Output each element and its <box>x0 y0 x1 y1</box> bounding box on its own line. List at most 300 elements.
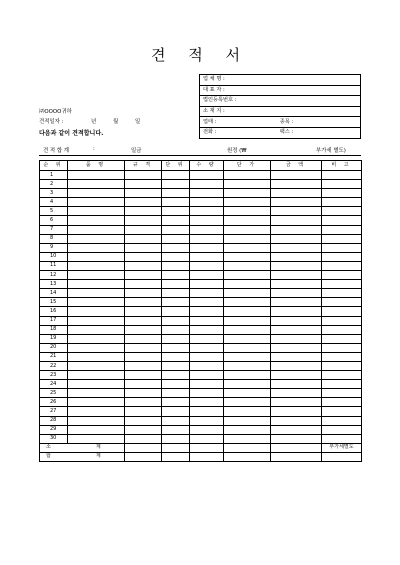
cell[interactable] <box>322 171 362 180</box>
cell[interactable] <box>322 343 362 352</box>
cell[interactable] <box>68 225 125 234</box>
cell[interactable] <box>125 289 162 298</box>
cell[interactable] <box>224 352 271 361</box>
cell[interactable] <box>224 434 271 443</box>
cell[interactable] <box>322 189 362 198</box>
row-number: 16 <box>40 307 68 316</box>
cell[interactable] <box>190 298 224 307</box>
cell[interactable] <box>224 225 271 234</box>
cell[interactable] <box>68 271 125 280</box>
cell[interactable] <box>190 352 224 361</box>
cell[interactable] <box>322 361 362 370</box>
cell[interactable] <box>271 234 322 243</box>
cell[interactable] <box>271 443 322 452</box>
cell[interactable] <box>271 216 322 225</box>
cell[interactable] <box>162 452 190 461</box>
cell[interactable] <box>68 307 125 316</box>
cell[interactable] <box>162 234 190 243</box>
table-row <box>40 371 362 380</box>
cell[interactable] <box>271 325 322 334</box>
total-colon: : <box>93 146 95 152</box>
cell[interactable] <box>125 443 162 452</box>
table-row <box>40 352 362 361</box>
cell[interactable] <box>68 298 125 307</box>
cell[interactable] <box>68 334 125 343</box>
cell[interactable] <box>68 198 125 207</box>
header-item-name: 품 명 <box>68 161 125 171</box>
cell[interactable] <box>322 389 362 398</box>
cell[interactable] <box>162 334 190 343</box>
cell[interactable] <box>271 398 322 407</box>
table-row <box>40 361 362 370</box>
cell[interactable] <box>162 189 190 198</box>
business-category-field: 종목 : <box>277 117 361 128</box>
cell[interactable] <box>190 207 224 216</box>
cell[interactable] <box>162 380 190 389</box>
cell[interactable] <box>125 352 162 361</box>
table-row <box>40 198 362 207</box>
cell[interactable] <box>190 307 224 316</box>
cell[interactable] <box>224 316 271 325</box>
cell[interactable] <box>190 325 224 334</box>
cell[interactable] <box>68 352 125 361</box>
cell[interactable] <box>68 325 125 334</box>
cell[interactable] <box>68 416 125 425</box>
cell[interactable] <box>68 389 125 398</box>
cell[interactable] <box>224 289 271 298</box>
header-amount: 금 액 <box>271 161 322 171</box>
cell[interactable] <box>271 252 322 261</box>
subtotal-row <box>40 443 362 452</box>
cell[interactable] <box>190 189 224 198</box>
phone-field: 전화 : <box>203 129 217 136</box>
cell[interactable] <box>190 280 224 289</box>
cell[interactable] <box>271 171 322 180</box>
table-row <box>40 216 362 225</box>
cell[interactable] <box>68 371 125 380</box>
row-number: 11 <box>40 261 68 270</box>
cell[interactable] <box>271 371 322 380</box>
cell[interactable] <box>162 361 190 370</box>
cell[interactable] <box>125 425 162 434</box>
cell[interactable] <box>224 325 271 334</box>
cell[interactable] <box>68 380 125 389</box>
cell[interactable] <box>224 180 271 189</box>
row-number: 22 <box>40 361 68 370</box>
total-label: 견 적 합 계 <box>43 148 69 154</box>
cell[interactable] <box>162 280 190 289</box>
cell[interactable] <box>125 389 162 398</box>
cell[interactable] <box>190 371 224 380</box>
cell[interactable] <box>322 198 362 207</box>
cell[interactable] <box>162 389 190 398</box>
cell[interactable] <box>271 380 322 389</box>
cell[interactable] <box>125 416 162 425</box>
cell[interactable] <box>224 361 271 370</box>
cell[interactable] <box>68 434 125 443</box>
cell[interactable] <box>224 452 271 461</box>
cell[interactable] <box>322 325 362 334</box>
cell[interactable] <box>162 398 190 407</box>
cell[interactable] <box>322 380 362 389</box>
header-rank: 순 위 <box>40 161 68 171</box>
cell[interactable] <box>190 225 224 234</box>
cell[interactable] <box>322 243 362 252</box>
cell[interactable] <box>190 398 224 407</box>
cell[interactable] <box>125 316 162 325</box>
table-row <box>40 261 362 270</box>
cell[interactable] <box>322 207 362 216</box>
fax-field: 팩스 : <box>279 129 294 136</box>
quote-notice: 다음과 같이 견적합니다. <box>39 130 104 137</box>
quote-date-label: 견적일자 : <box>39 119 64 125</box>
table-row <box>40 334 362 343</box>
cell[interactable] <box>190 334 224 343</box>
registration-number-field: 법인등록번호 : <box>200 96 361 107</box>
cell[interactable] <box>162 207 190 216</box>
row-number: 10 <box>40 252 68 261</box>
row-number: 17 <box>40 316 68 325</box>
row-number: 9 <box>40 243 68 252</box>
cell[interactable] <box>68 398 125 407</box>
cell[interactable] <box>271 361 322 370</box>
table-header-row <box>40 161 362 171</box>
cell[interactable] <box>162 298 190 307</box>
cell[interactable] <box>271 316 322 325</box>
cell[interactable] <box>162 243 190 252</box>
total-amount-line <box>39 146 361 156</box>
cell[interactable] <box>224 407 271 416</box>
table-row <box>40 252 362 261</box>
cell[interactable] <box>224 216 271 225</box>
cell[interactable] <box>68 407 125 416</box>
business-type-field: 업태 : <box>200 117 277 128</box>
cell[interactable] <box>162 225 190 234</box>
cell[interactable] <box>190 180 224 189</box>
cell[interactable] <box>224 398 271 407</box>
cell[interactable] <box>125 407 162 416</box>
cell[interactable] <box>271 307 322 316</box>
cell[interactable] <box>162 316 190 325</box>
row-number: 1 <box>40 171 68 180</box>
cell[interactable] <box>68 289 125 298</box>
cell[interactable] <box>224 443 271 452</box>
cell[interactable] <box>68 180 125 189</box>
cell[interactable] <box>224 189 271 198</box>
table-row <box>40 307 362 316</box>
cell[interactable] <box>322 316 362 325</box>
header-unit: 단 위 <box>162 161 190 171</box>
cell[interactable] <box>271 180 322 189</box>
cell[interactable] <box>125 361 162 370</box>
cell[interactable] <box>68 343 125 352</box>
cell[interactable] <box>224 243 271 252</box>
cell[interactable] <box>224 307 271 316</box>
cell[interactable] <box>68 280 125 289</box>
row-number: 20 <box>40 343 68 352</box>
cell[interactable] <box>125 216 162 225</box>
cell[interactable] <box>162 252 190 261</box>
table-row <box>40 207 362 216</box>
cell[interactable] <box>271 207 322 216</box>
table-row <box>40 398 362 407</box>
recipient: ㈜OOOO귀하 <box>39 109 72 115</box>
row-number: 28 <box>40 416 68 425</box>
total-won-word: 원정 (₩ <box>227 148 247 154</box>
header-remarks: 비 고 <box>322 161 362 171</box>
cell[interactable] <box>125 243 162 252</box>
cell[interactable] <box>224 207 271 216</box>
cell[interactable] <box>162 407 190 416</box>
cell[interactable] <box>322 416 362 425</box>
cell[interactable] <box>271 389 322 398</box>
cell[interactable] <box>322 352 362 361</box>
row-number: 26 <box>40 398 68 407</box>
cell[interactable] <box>271 289 322 298</box>
cell[interactable] <box>224 171 271 180</box>
cell[interactable] <box>322 289 362 298</box>
cell[interactable] <box>125 198 162 207</box>
cell[interactable] <box>162 289 190 298</box>
cell[interactable] <box>322 452 362 461</box>
cell[interactable] <box>271 271 322 280</box>
table-row <box>40 271 362 280</box>
total-row-label <box>40 452 125 461</box>
cell[interactable] <box>162 261 190 270</box>
cell[interactable] <box>271 352 322 361</box>
cell[interactable] <box>271 298 322 307</box>
table-row <box>40 225 362 234</box>
cell[interactable] <box>125 307 162 316</box>
row-number: 8 <box>40 234 68 243</box>
total-vat-note: 부가세 별도) <box>316 148 346 154</box>
cell[interactable] <box>162 425 190 434</box>
cell[interactable] <box>190 343 224 352</box>
cell[interactable] <box>224 298 271 307</box>
cell[interactable] <box>125 398 162 407</box>
cell[interactable] <box>125 298 162 307</box>
cell[interactable] <box>125 207 162 216</box>
cell[interactable] <box>322 225 362 234</box>
row-number: 19 <box>40 334 68 343</box>
cell[interactable] <box>224 252 271 261</box>
address-field: 소 재 지 : <box>200 106 361 117</box>
cell[interactable] <box>68 425 125 434</box>
cell[interactable] <box>125 325 162 334</box>
cell[interactable] <box>68 361 125 370</box>
quote-date <box>39 117 141 125</box>
company-name-field: 업 체 명 : <box>200 75 361 86</box>
cell[interactable] <box>271 425 322 434</box>
cell[interactable] <box>322 398 362 407</box>
cell[interactable] <box>190 361 224 370</box>
subtotal-note: 부가세별도 <box>322 443 362 452</box>
cell[interactable] <box>224 380 271 389</box>
cell[interactable] <box>162 216 190 225</box>
cell[interactable] <box>190 198 224 207</box>
cell[interactable] <box>162 371 190 380</box>
cell[interactable] <box>224 371 271 380</box>
cell[interactable] <box>322 271 362 280</box>
cell[interactable] <box>224 261 271 270</box>
cell[interactable] <box>162 416 190 425</box>
cell[interactable] <box>190 243 224 252</box>
row-number: 27 <box>40 407 68 416</box>
cell[interactable] <box>162 434 190 443</box>
cell[interactable] <box>162 198 190 207</box>
cell[interactable] <box>190 443 224 452</box>
cell[interactable] <box>190 289 224 298</box>
supplier-info-table <box>199 74 361 139</box>
cell[interactable] <box>271 261 322 270</box>
cell[interactable] <box>162 307 190 316</box>
table-row <box>40 407 362 416</box>
cell[interactable] <box>162 343 190 352</box>
row-number: 3 <box>40 189 68 198</box>
cell[interactable] <box>271 225 322 234</box>
cell[interactable] <box>162 180 190 189</box>
table-row <box>40 189 362 198</box>
cell[interactable] <box>162 352 190 361</box>
cell[interactable] <box>322 298 362 307</box>
table-row <box>40 180 362 189</box>
total-label-b: 계 <box>95 453 104 460</box>
line-items-table <box>39 160 362 462</box>
cell[interactable] <box>190 316 224 325</box>
cell[interactable] <box>322 434 362 443</box>
cell[interactable] <box>224 271 271 280</box>
cell[interactable] <box>125 334 162 343</box>
cell[interactable] <box>224 234 271 243</box>
cell[interactable] <box>68 171 125 180</box>
cell[interactable] <box>68 261 125 270</box>
cell[interactable] <box>190 252 224 261</box>
cell[interactable] <box>125 371 162 380</box>
cell[interactable] <box>322 334 362 343</box>
row-number: 6 <box>40 216 68 225</box>
cell[interactable] <box>224 389 271 398</box>
cell[interactable] <box>190 407 224 416</box>
cell[interactable] <box>271 198 322 207</box>
table-row <box>40 416 362 425</box>
cell[interactable] <box>125 343 162 352</box>
cell[interactable] <box>68 234 125 243</box>
cell[interactable] <box>162 325 190 334</box>
cell[interactable] <box>190 416 224 425</box>
cell[interactable] <box>190 425 224 434</box>
cell[interactable] <box>322 261 362 270</box>
cell[interactable] <box>125 189 162 198</box>
subtotal-label-b: 계 <box>95 444 104 451</box>
cell[interactable] <box>271 243 322 252</box>
cell[interactable] <box>322 216 362 225</box>
cell[interactable] <box>162 171 190 180</box>
document-title: 견 적 서 <box>150 46 249 64</box>
cell[interactable] <box>68 316 125 325</box>
cell[interactable] <box>190 434 224 443</box>
cell[interactable] <box>190 452 224 461</box>
row-number: 14 <box>40 289 68 298</box>
cell[interactable] <box>162 443 190 452</box>
cell[interactable] <box>271 334 322 343</box>
table-row <box>40 298 362 307</box>
cell[interactable] <box>224 343 271 352</box>
cell[interactable] <box>68 252 125 261</box>
cell[interactable] <box>68 216 125 225</box>
cell[interactable] <box>125 271 162 280</box>
cell[interactable] <box>162 271 190 280</box>
cell[interactable] <box>322 371 362 380</box>
table-row <box>40 171 362 180</box>
cell[interactable] <box>271 280 322 289</box>
ceo-field: 대 표 자 : <box>200 85 361 96</box>
cell[interactable] <box>125 452 162 461</box>
cell[interactable] <box>190 216 224 225</box>
cell[interactable] <box>125 380 162 389</box>
cell[interactable] <box>68 189 125 198</box>
table-row <box>40 234 362 243</box>
cell[interactable] <box>224 416 271 425</box>
cell[interactable] <box>224 280 271 289</box>
row-number: 4 <box>40 198 68 207</box>
table-row <box>40 325 362 334</box>
cell[interactable] <box>224 425 271 434</box>
cell[interactable] <box>322 180 362 189</box>
cell[interactable] <box>271 434 322 443</box>
cell[interactable] <box>125 171 162 180</box>
cell[interactable] <box>271 416 322 425</box>
cell[interactable] <box>271 452 322 461</box>
cell[interactable] <box>271 407 322 416</box>
cell[interactable] <box>125 234 162 243</box>
row-number: 24 <box>40 380 68 389</box>
cell[interactable] <box>271 343 322 352</box>
cell[interactable] <box>190 171 224 180</box>
cell[interactable] <box>190 389 224 398</box>
cell[interactable] <box>322 407 362 416</box>
cell[interactable] <box>322 280 362 289</box>
cell[interactable] <box>190 271 224 280</box>
cell[interactable] <box>322 252 362 261</box>
cell[interactable] <box>224 198 271 207</box>
cell[interactable] <box>125 280 162 289</box>
cell[interactable] <box>125 434 162 443</box>
cell[interactable] <box>125 180 162 189</box>
cell[interactable] <box>68 207 125 216</box>
table-row <box>40 425 362 434</box>
cell[interactable] <box>125 252 162 261</box>
header-spec: 규 격 <box>125 161 162 171</box>
cell[interactable] <box>125 225 162 234</box>
cell[interactable] <box>322 307 362 316</box>
cell[interactable] <box>224 334 271 343</box>
table-row <box>40 280 362 289</box>
header-quantity: 수 량 <box>190 161 224 171</box>
quote-date-year: 년 <box>91 119 97 125</box>
cell[interactable] <box>190 380 224 389</box>
cell[interactable] <box>125 261 162 270</box>
cell[interactable] <box>190 261 224 270</box>
cell[interactable] <box>68 243 125 252</box>
cell[interactable] <box>322 425 362 434</box>
table-row <box>40 289 362 298</box>
cell[interactable] <box>190 234 224 243</box>
row-number: 5 <box>40 207 68 216</box>
table-row <box>40 343 362 352</box>
cell[interactable] <box>322 234 362 243</box>
cell[interactable] <box>271 189 322 198</box>
row-number: 25 <box>40 389 68 398</box>
